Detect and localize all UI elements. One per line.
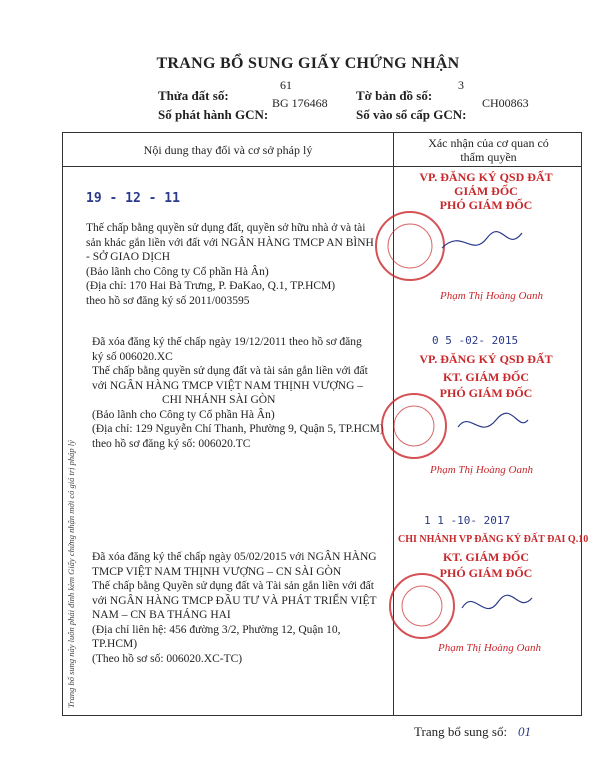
entry-2-stamp-role: PHÓ GIÁM ĐỐC (439, 386, 533, 400)
entry-3-signer: Phạm Thị Hoàng Oanh (438, 642, 541, 654)
entry-line: (Địa chỉ: 129 Nguyễn Chí Thanh, Phường 9, Quận 5, TP.HCM) (92, 423, 384, 435)
entry-2-text (92, 335, 384, 451)
entry-1-signer: Phạm Thị Hoàng Oanh (440, 290, 543, 302)
entry-line: theo hồ sơ đăng ký số 2011/003595 (86, 294, 250, 307)
entry-3-seal-and-signature (386, 572, 566, 642)
entry-2-date: 0 5 -02- 2015 (432, 334, 519, 347)
to-ban-do-label: Tờ bản đồ số: (356, 88, 433, 103)
side-note: Trang bổ sung này luôn phải đính kèm Giấy chứng nhận mới có giá trị pháp lý (66, 440, 76, 708)
to-ban-do-value: 3 (458, 78, 464, 92)
entry-line: sản khác gắn liền với đất với NGÂN HÀNG TMCP AN BÌNH (86, 236, 374, 249)
entry-line: Thế chấp bằng Quyền sử dụng đất và Tài sản gắn liền với đất (92, 580, 374, 592)
so-vao-so-label: Số vào sổ cấp GCN: (356, 107, 467, 122)
entry-1-date: 19 - 12 - 11 (86, 191, 180, 206)
entry-line: (Bảo lãnh cho Công ty Cổ phần Hà Ân) (86, 265, 269, 278)
entry-1-text (86, 221, 374, 308)
entry-1-stamp-role: PHÓ GIÁM ĐỐC (439, 198, 533, 212)
entry-1-stamp-org: VP. ĐĂNG KÝ QSD ĐẤT (419, 170, 553, 184)
entry-3-text (92, 550, 377, 666)
entry-3-stamp-org: CHI NHÁNH VP ĐĂNG KÝ ĐẤT ĐAI Q.10 (398, 534, 589, 545)
entry-line: (Địa chỉ liên hệ: 456 đường 3/2, Phường 12, Quận 10, (92, 623, 341, 636)
entry-line: Thế chấp bằng quyền sử dụng đất và tài sản gắn liền với đất (92, 365, 368, 377)
so-vao-so-value: CH00863 (482, 96, 529, 110)
col2-header-line2: thẩm quyền (460, 150, 517, 164)
entry-line: NAM – CN BA THÁNG HAI (92, 609, 231, 621)
entry-line: Đã xóa đăng ký thế chấp ngày 05/02/2015 với NGÂN HÀNG (92, 551, 377, 563)
thua-dat-value: 61 (280, 78, 292, 92)
entry-line: với NGÂN HÀNG TMCP ĐẦU TƯ VÀ PHÁT TRIỂN VIỆT (92, 594, 377, 607)
entry-line: TP.HCM) (92, 638, 138, 650)
footer-value: 01 (518, 724, 531, 739)
entry-1-stamp-title: GIÁM ĐỐC (454, 184, 518, 198)
entry-line: ký số 006020.XC (92, 350, 173, 363)
entry-3-stamp-title: KT. GIÁM ĐỐC (442, 550, 530, 564)
col2-header-line1: Xác nhận của cơ quan có (428, 136, 549, 150)
so-phat-hanh-value: BG 176468 (272, 96, 328, 110)
page-title: TRANG BỔ SUNG GIẤY CHỨNG NHẬN (156, 55, 460, 72)
entry-line: - SỞ GIAO DỊCH (86, 251, 171, 263)
entry-1-seal-and-signature (372, 208, 572, 288)
so-phat-hanh-label: Số phát hành GCN: (158, 107, 269, 122)
entry-2-signer: Phạm Thị Hoàng Oanh (430, 464, 533, 476)
entry-line: với NGÂN HÀNG TMCP VIỆT NAM THỊNH VƯỢNG – (92, 379, 363, 392)
entry-line: theo hồ sơ đăng ký số: 006020.TC (92, 437, 251, 450)
entry-3-date: 1 1 -10- 2017 (424, 514, 511, 527)
entry-line: (Theo hồ sơ số: 006020.XC-TC) (92, 652, 243, 665)
entry-line: Đã xóa đăng ký thế chấp ngày 19/12/2011 theo hồ sơ đăng (92, 336, 362, 348)
col1-header: Nội dung thay đổi và cơ sở pháp lý (143, 143, 313, 157)
entry-line: (Địa chỉ: 170 Hai Bà Trưng, P. ĐaKao, Q.1, TP.HCM) (86, 280, 336, 292)
footer-label: Trang bổ sung số: (414, 724, 508, 739)
entry-2-stamp-title: KT. GIÁM ĐỐC (442, 370, 530, 384)
entry-line: Thế chấp bằng quyền sử dụng đất, quyền sở hữu nhà ở và tài (86, 222, 366, 234)
entry-line: TMCP VIỆT NAM THỊNH VƯỢNG – CN SÀI GÒN (92, 565, 342, 578)
entry-3-stamp-role: PHÓ GIÁM ĐỐC (439, 566, 533, 580)
entry-line: (Bảo lãnh cho Công ty Cổ phần Hà Ân) (92, 408, 275, 421)
entry-line: CHI NHÁNH SÀI GÒN (162, 394, 276, 406)
thua-dat-label: Thửa đất số: (158, 88, 229, 103)
entry-2-stamp-org: VP. ĐĂNG KÝ QSD ĐẤT (419, 352, 553, 366)
entry-2-seal-and-signature (378, 392, 568, 462)
